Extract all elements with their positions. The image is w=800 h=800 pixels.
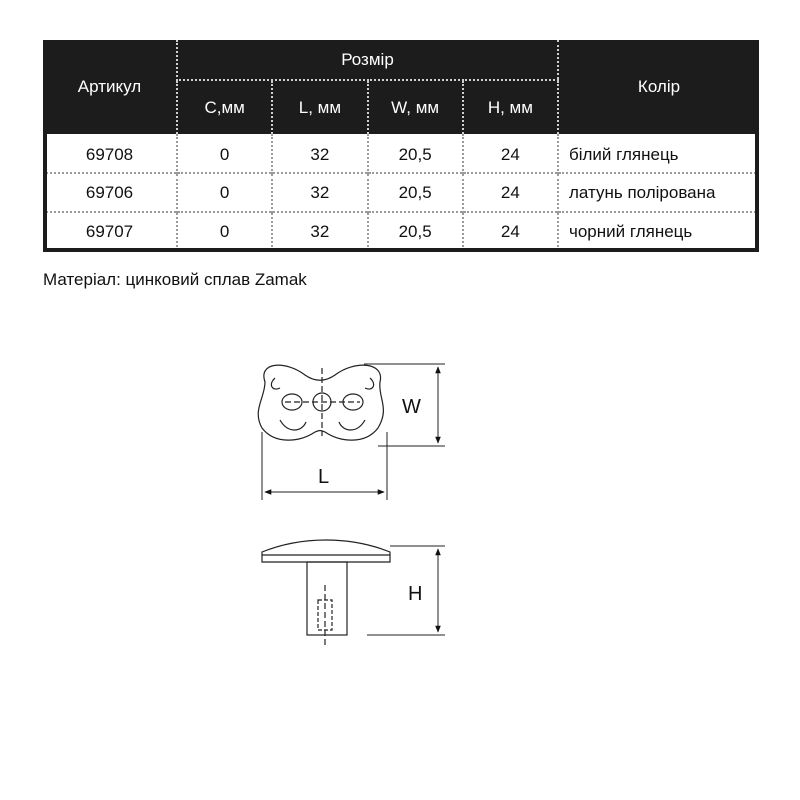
header-h: H, мм [463, 80, 558, 134]
material-note: Матеріал: цинковий сплав Zamak [43, 270, 307, 289]
header-size-group: Розмір [177, 40, 558, 80]
cell-w: 20,5 [368, 173, 463, 212]
cell-w: 20,5 [368, 134, 463, 173]
cell-article: 69706 [43, 173, 177, 212]
table-row [43, 173, 759, 212]
label-h: H [408, 583, 423, 605]
table-row [43, 134, 759, 173]
header-article: Артикул [43, 40, 177, 134]
table-frame-bottom [43, 248, 759, 252]
cell-article: 69708 [85, 145, 134, 164]
table-frame-right [755, 40, 759, 251]
table-frame-left [43, 40, 47, 251]
cell-h: 24 [463, 134, 558, 173]
header-color: Колір [558, 40, 759, 134]
cell-l: 32 [272, 173, 367, 212]
side-view [262, 540, 390, 646]
cell-color: латунь полірована [558, 173, 759, 212]
spec-table [43, 40, 759, 251]
cell-article: 69707 [43, 212, 177, 251]
cell-h: 24 [463, 212, 558, 251]
height-dimension [367, 546, 445, 635]
cell-color: чорний глянець [558, 212, 759, 251]
table-row [43, 212, 759, 251]
technical-drawing [240, 350, 480, 660]
cell-c: 0 [177, 134, 272, 173]
top-view [258, 365, 383, 440]
cell-w: 20,5 [368, 212, 463, 251]
header-l: L, мм [272, 80, 367, 134]
cell-color: білий глянець [558, 134, 759, 173]
header-w: W, мм [368, 80, 463, 134]
cell-l: 32 [272, 134, 367, 173]
label-w: W [402, 396, 421, 418]
cell-h: 24 [463, 173, 558, 212]
cell-c: 0 [177, 212, 272, 251]
cell-c: 0 [177, 173, 272, 212]
dimension-lines [262, 364, 445, 500]
cell-l: 32 [272, 212, 367, 251]
label-l: L [318, 466, 330, 488]
header-c: C,мм [177, 80, 272, 134]
